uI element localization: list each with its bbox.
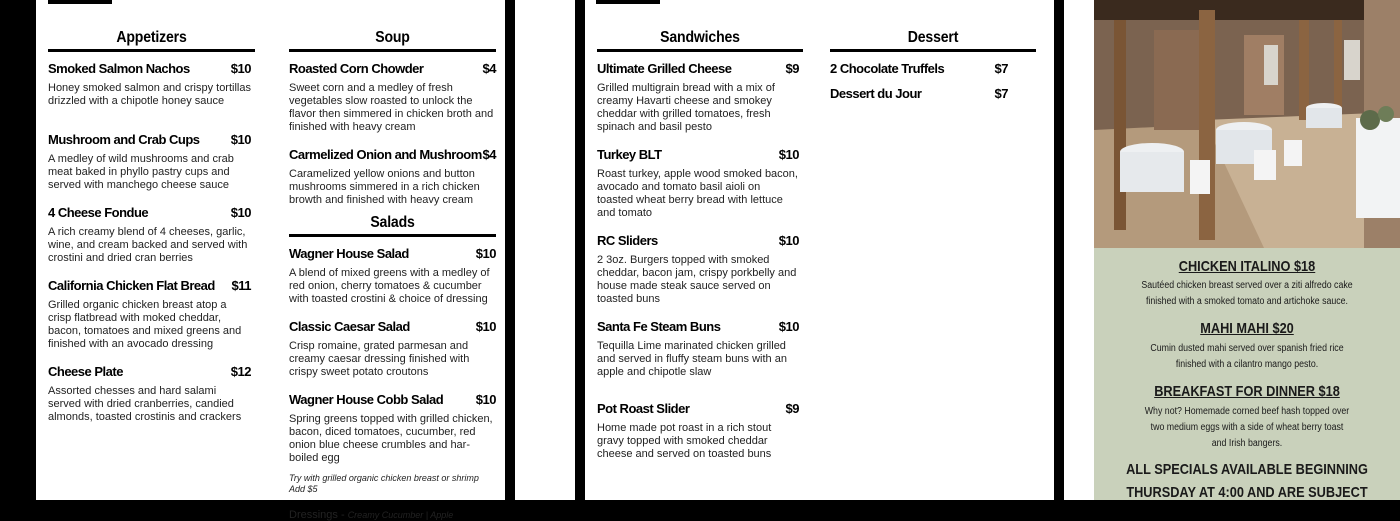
menu-item	[830, 61, 1008, 77]
item-desc: Sweet corn and a medley of fresh vegetables slow roasted to unlock the flavor then simmered in chicken broth and finished with heavy cream	[289, 82, 494, 133]
section-rule	[289, 234, 496, 237]
item-name: Ultimate Grilled Cheese	[597, 61, 732, 76]
item-desc: Roast turkey, apple wood smoked bacon, avocado and tomato basil aioli on toasted wheat berry bread with lettuce and tomato	[597, 168, 798, 219]
menu-item	[48, 205, 251, 265]
item-name: 2 Chocolate Truffels	[830, 61, 945, 76]
menu-page-right	[585, 0, 1054, 500]
section-title-dessert: Dessert	[907, 29, 959, 46]
item-price: $10	[230, 205, 251, 220]
item-name: Carmelized Onion and Mushroom	[289, 147, 482, 162]
item-desc: Assorted chesses and hard salami served with dried cranberries, candied almonds, toasted crostinis and crackers	[48, 385, 242, 423]
item-name: Pot Roast Slider	[597, 401, 690, 416]
item-name: Roasted Corn Chowder	[289, 61, 424, 76]
item-price: $9	[785, 401, 799, 416]
menu-item	[48, 364, 251, 424]
section-rule	[48, 49, 255, 52]
menu-page-left	[36, 0, 505, 521]
specials-footer-line: THURSDAY AT 4:00 AND ARE SUBJECT	[1126, 484, 1368, 501]
appetizers-column	[48, 28, 255, 437]
item-name: RC Sliders	[597, 233, 658, 248]
item-name: Wagner House Cobb Salad	[289, 392, 444, 407]
item-desc: A blend of mixed greens with a medley of red onion, cherry tomatoes & cucumber with toasted crostini & choice of dressing	[289, 267, 490, 305]
specials-panel	[1094, 0, 1400, 500]
item-desc: Caramelized yellow onions and button mushrooms simmered in a rich chicken browth and finished with heavy cream	[289, 168, 480, 206]
menu-item	[597, 233, 799, 306]
item-name: Classic Caesar Salad	[289, 319, 410, 334]
item-price: $7	[994, 61, 1008, 76]
item-desc: Crisp romaine, grated parmesan and creamy caesar dressing finished with crispy sweet potato croutons	[289, 340, 470, 378]
item-desc: 2 3oz. Burgers topped with smoked cheddar, bacon jam, crispy porkbelly and house made steak sauce served on toasted buns	[597, 254, 797, 305]
item-name: Wagner House Salad	[289, 246, 409, 261]
menu-item	[830, 86, 1008, 102]
item-name: California Chicken Flat Bread	[48, 278, 215, 293]
item-price: $10	[230, 61, 251, 76]
page-gap	[515, 0, 575, 500]
item-name: Smoked Salmon Nachos	[48, 61, 190, 76]
item-name: Cheese Plate	[48, 364, 123, 379]
item-price: $4	[482, 61, 496, 76]
item-price: $10	[230, 132, 251, 147]
item-name: Dessert du Jour	[830, 86, 922, 101]
item-price: $12	[230, 364, 251, 379]
item-price: $11	[231, 278, 251, 293]
special-title: MAHI MAHI $20	[1200, 320, 1294, 337]
salad-addon-note: Try with grilled organic chicken breast or shrimp Add $5	[289, 473, 479, 494]
section-rule	[597, 49, 803, 52]
dressings-label: Dressings -	[289, 509, 348, 521]
page-tab	[596, 0, 660, 4]
menu-item	[48, 61, 251, 108]
menu-item	[289, 147, 496, 207]
item-name: Turkey BLT	[597, 147, 662, 162]
item-name: 4 Cheese Fondue	[48, 205, 149, 220]
item-price: $10	[778, 233, 799, 248]
sandwiches-column	[597, 28, 803, 474]
item-price: $4	[482, 147, 496, 162]
item-price: $10	[475, 246, 496, 261]
dressings-line	[289, 509, 496, 521]
special-desc: Sautéed chicken breast served over a ziti alfredo cake finished with a smoked tomato and artichoke sauce.	[1141, 280, 1353, 307]
menu-item	[48, 278, 251, 351]
item-desc: A medley of wild mushrooms and crab meat baked in phyllo pastry cups and served with manchego cheese sauce	[48, 153, 234, 191]
soup-salads-column	[289, 28, 496, 521]
section-title-sandwiches: Sandwiches	[660, 29, 740, 46]
menu-item	[289, 319, 496, 379]
special-title: CHICKEN ITALINO $18	[1178, 258, 1316, 275]
section-title-salads: Salads	[370, 214, 415, 231]
menu-item	[597, 61, 799, 134]
item-price: $7	[994, 86, 1008, 101]
menu-item	[597, 319, 799, 379]
item-desc: Tequilla Lime marinated chicken grilled and served in fluffy steam buns with an apple and chipotle slaw	[597, 340, 787, 378]
venue-photo	[1094, 0, 1400, 248]
section-title-soup: Soup	[375, 29, 410, 46]
menu-item	[289, 392, 496, 465]
menu-item	[289, 246, 496, 306]
section-rule	[289, 49, 496, 52]
section-title-appetizers: Appetizers	[116, 29, 187, 46]
section-rule	[830, 49, 1036, 52]
item-desc: Spring greens topped with grilled chicken, bacon, diced tomatoes, cucumber, red onion blue cheese crumbles and har-boiled egg	[289, 413, 493, 464]
menu-item	[48, 132, 251, 192]
item-name: Mushroom and Crab Cups	[48, 132, 200, 147]
item-desc: Home made pot roast in a rich stout gravy topped with smoked cheddar cheese and served on toasted buns	[597, 422, 772, 460]
page-gap	[1064, 0, 1094, 500]
item-price: $10	[475, 392, 496, 407]
item-name: Santa Fe Steam Buns	[597, 319, 721, 334]
item-desc: Grilled organic chicken breast atop a crisp flatbread with moked cheddar, bacon, tomatoes and mixed greens and finished with an avocado dressing	[48, 299, 242, 350]
special-desc: Cumin dusted mahi served over spanish fried rice finished with a cilantro mango pesto.	[1150, 343, 1344, 370]
page-tab	[48, 0, 112, 4]
item-desc: Grilled multigrain bread with a mix of creamy Havarti cheese and smokey cheddar with grilled tomatoes, fresh spinach and basil pesto	[597, 82, 775, 133]
menu-item	[289, 61, 496, 134]
menu-item	[597, 147, 799, 220]
item-price: $10	[778, 319, 799, 334]
item-desc: A rich creamy blend of 4 cheeses, garlic, wine, and cream backed and served with crostini and dried cran berries	[48, 226, 248, 264]
item-price: $10	[778, 147, 799, 162]
item-price: $9	[785, 61, 799, 76]
item-price: $10	[475, 319, 496, 334]
menu-item	[597, 401, 799, 461]
dressings-list: Creamy Cucumber | Apple	[347, 510, 454, 520]
item-desc: Honey smoked salmon and crispy tortillas drizzled with a chipotle honey sauce	[48, 82, 251, 107]
specials-footer-line: ALL SPECIALS AVAILABLE BEGINNING	[1126, 461, 1368, 478]
special-desc: Why not? Homemade corned beef hash topped over two medium eggs with a side of wheat berry toast and Irish bangers.	[1144, 406, 1350, 449]
dessert-column	[830, 28, 1036, 115]
special-title: BREAKFAST FOR DINNER $18	[1154, 383, 1340, 400]
venue-photo-illustration	[1094, 0, 1400, 248]
